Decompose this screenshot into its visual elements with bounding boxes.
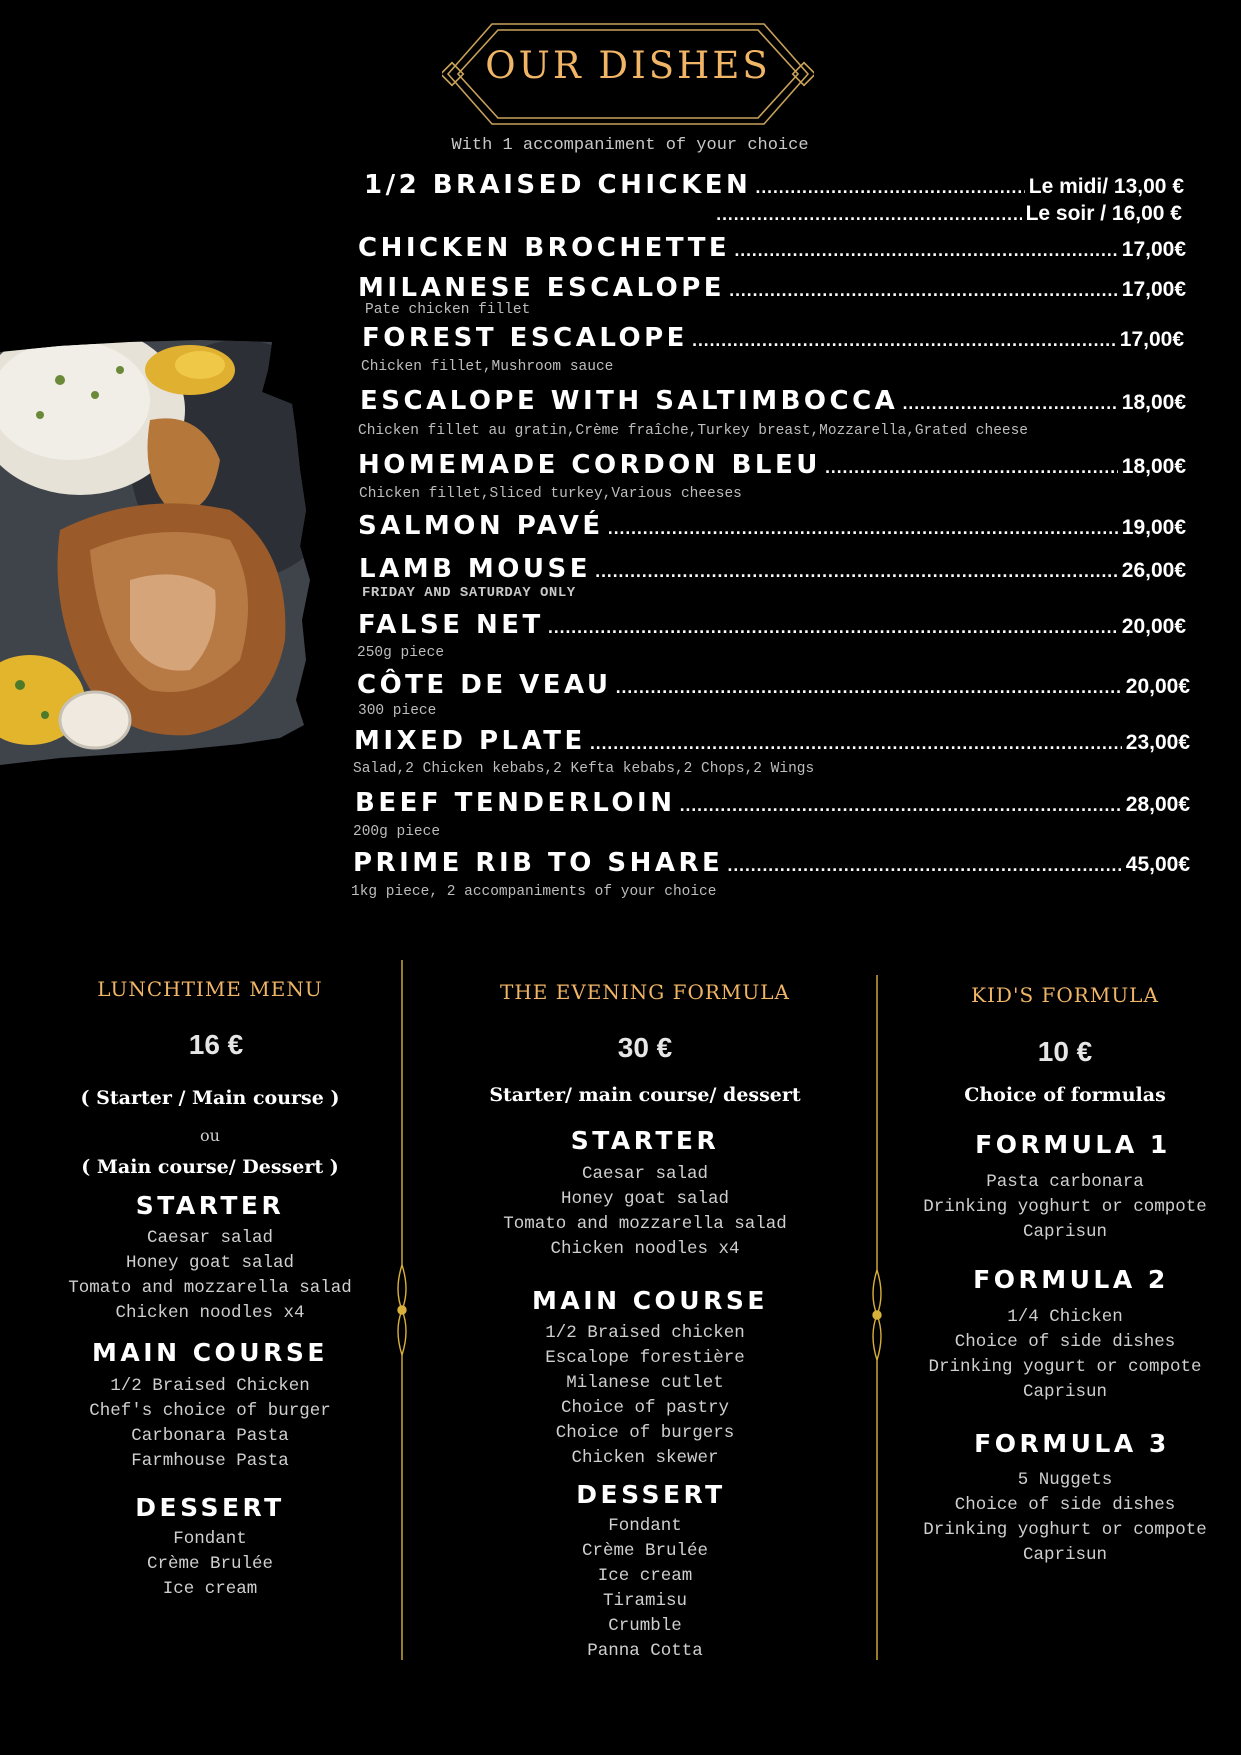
- dish-name: FALSE NET: [358, 610, 544, 640]
- dish-description: Salad,2 Chicken kebabs,2 Kefta kebabs,2 Chops,2 Wings: [353, 761, 815, 777]
- list-item: Honey goat salad: [560, 1189, 730, 1209]
- dish-price: 28,00€: [1125, 793, 1190, 816]
- dish-cote-de-veau: [357, 670, 1190, 700]
- dot-leader: [608, 522, 1118, 538]
- dish-braised-chicken: [364, 170, 1184, 200]
- dish-price: 17,00€: [1119, 328, 1184, 351]
- kids-formula-title: KID'S FORMULA: [971, 983, 1159, 1007]
- list-item: Choice of side dishes: [954, 1495, 1176, 1515]
- dish-price: 17,00€: [1121, 238, 1186, 261]
- dish-price: 23,00€: [1125, 731, 1190, 754]
- dish-escalope-saltimbocca: [360, 386, 1186, 416]
- dish-name: MIXED PLATE: [354, 726, 586, 756]
- dish-milanese-escalope: [358, 273, 1186, 303]
- list-item: 1/4 Chicken: [1007, 1307, 1123, 1327]
- kids-formula-1-list: [900, 1170, 1230, 1245]
- list-item: Crème Brulée: [581, 1541, 709, 1561]
- evening-main-heading: MAIN COURSE: [532, 1286, 768, 1315]
- list-item: Caesar salad: [581, 1164, 709, 1184]
- dish-lamb-mouse: [359, 554, 1186, 584]
- list-item: Tiramisu: [602, 1591, 687, 1611]
- lunch-menu-column: [40, 960, 380, 1640]
- dish-name: PRIME RIB TO SHARE: [353, 848, 724, 878]
- list-item: Farmhouse Pasta: [131, 1451, 289, 1471]
- page-title: OUR DISHES: [485, 44, 771, 87]
- dot-leader: [734, 244, 1118, 260]
- lunch-or-text: ou: [200, 1126, 220, 1145]
- evening-formula-column: [460, 960, 830, 1660]
- column-divider-ornament: [392, 960, 412, 1660]
- dish-description: 200g piece: [353, 824, 441, 840]
- list-item: Drinking yoghurt or compote: [923, 1520, 1207, 1540]
- kids-formula-2-list: [900, 1305, 1230, 1405]
- list-item: 1/2 Braised Chicken: [110, 1376, 310, 1396]
- list-item: Caprisun: [1022, 1382, 1107, 1402]
- evening-dessert-list: [460, 1514, 830, 1664]
- kids-formula-3-heading: FORMULA 3: [974, 1429, 1170, 1458]
- list-item: Caprisun: [1022, 1545, 1107, 1565]
- lunch-starter-list: [40, 1226, 380, 1326]
- lunch-menu-price: 16 €: [188, 1029, 244, 1060]
- dish-price: 17,00€: [1121, 278, 1186, 301]
- dish-description: FRIDAY AND SATURDAY ONLY: [362, 585, 576, 601]
- dot-leader: [590, 737, 1122, 753]
- lunch-option-1: ( Starter / Main course ): [80, 1087, 340, 1109]
- list-item: Caesar salad: [146, 1228, 274, 1248]
- list-item: Choice of pastry: [560, 1398, 730, 1418]
- list-item: Caprisun: [1022, 1222, 1107, 1242]
- dish-description: 300 piece: [358, 703, 437, 719]
- dish-name: CHICKEN BROCHETTE: [358, 233, 731, 263]
- dish-name: HOMEMADE CORDON BLEU: [358, 450, 821, 480]
- dish-price: 18,00€: [1121, 391, 1186, 414]
- evening-starter-list: [460, 1162, 830, 1262]
- list-item: Milanese cutlet: [566, 1373, 724, 1393]
- dish-name: BEEF TENDERLOIN: [355, 788, 676, 818]
- dish-price: 20,00€: [1125, 675, 1190, 698]
- list-item: Fondant: [173, 1529, 247, 1549]
- dish-name: CÔTE DE VEAU: [357, 670, 612, 700]
- dish-price-lunch: Le midi/ 13,00 €: [1028, 175, 1184, 198]
- list-item: Chicken noodles x4: [115, 1303, 305, 1323]
- list-item: Chicken noodles x4: [550, 1239, 740, 1259]
- lunch-option-2: ( Main course/ Dessert ): [81, 1156, 339, 1178]
- dish-description: Chicken fillet au gratin,Crème fraîche,Turkey breast,Mozzarella,Grated cheese: [358, 423, 1029, 439]
- list-item: Escalope forestière: [545, 1348, 745, 1368]
- dot-leader: [615, 681, 1121, 697]
- dot-leader: [727, 859, 1121, 875]
- kids-formula-price: 10 €: [1037, 1036, 1093, 1067]
- dish-price: 26,00€: [1121, 559, 1186, 582]
- list-item: Crumble: [608, 1616, 682, 1636]
- list-item: Carbonara Pasta: [131, 1426, 289, 1446]
- list-item: Tomato and mozzarella salad: [503, 1214, 787, 1234]
- dish-mixed-plate: [354, 726, 1190, 756]
- list-item: Choice of burgers: [555, 1423, 735, 1443]
- dot-leader: [729, 284, 1118, 300]
- list-item: Ice cream: [162, 1579, 258, 1599]
- dish-description: 1kg piece, 2 accompaniments of your choice: [351, 884, 717, 900]
- dish-braised-chicken-evening: [716, 202, 1182, 226]
- lunch-main-list: [40, 1374, 380, 1474]
- evening-formula-title: THE EVENING FORMULA: [499, 980, 790, 1004]
- dish-price: 20,00€: [1121, 615, 1186, 638]
- dish-description: Pate chicken fillet: [365, 302, 531, 318]
- evening-formula-note: Starter/ main course/ dessert: [489, 1084, 801, 1106]
- dot-leader: [548, 621, 1118, 637]
- dot-leader: [692, 334, 1116, 350]
- lunch-menu-title: LUNCHTIME MENU: [97, 977, 323, 1001]
- list-item: Drinking yoghurt or compote: [923, 1197, 1207, 1217]
- evening-starter-heading: STARTER: [570, 1126, 720, 1155]
- dot-leader: [902, 397, 1117, 413]
- dish-chicken-brochette: [358, 233, 1186, 263]
- list-item: Honey goat salad: [125, 1253, 295, 1273]
- column-divider-ornament: [867, 960, 887, 1660]
- dish-name: ESCALOPE WITH SALTIMBOCCA: [360, 386, 899, 416]
- dish-name: LAMB MOUSE: [359, 554, 592, 584]
- lunch-main-heading: MAIN COURSE: [92, 1338, 328, 1367]
- dot-leader: [755, 181, 1025, 197]
- dish-name: MILANESE ESCALOPE: [358, 273, 726, 303]
- list-item: Chef's choice of burger: [89, 1401, 331, 1421]
- lunch-dessert-list: [40, 1527, 380, 1602]
- kids-formula-column: [900, 960, 1230, 1565]
- list-item: Fondant: [608, 1516, 682, 1536]
- evening-dessert-heading: DESSERT: [576, 1480, 726, 1509]
- kids-formula-1-heading: FORMULA 1: [975, 1130, 1171, 1159]
- list-item: Drinking yogurt or compote: [928, 1357, 1202, 1377]
- list-item: Choice of side dishes: [954, 1332, 1176, 1352]
- list-item: 1/2 Braised chicken: [545, 1323, 745, 1343]
- dish-false-net: [358, 610, 1186, 640]
- dish-salmon-pave: [358, 511, 1186, 541]
- evening-formula-price: 30 €: [617, 1032, 673, 1063]
- list-item: Chicken skewer: [571, 1448, 719, 1468]
- dish-name: 1/2 BRAISED CHICKEN: [364, 170, 752, 200]
- dish-name: FOREST ESCALOPE: [362, 323, 688, 353]
- dish-description: Chicken fillet,Sliced turkey,Various cheeses: [359, 486, 742, 502]
- kids-formula-note: Choice of formulas: [964, 1084, 1166, 1106]
- dish-price-evening: Le soir / 16,00 €: [1025, 202, 1182, 225]
- list-item: Ice cream: [597, 1566, 693, 1586]
- lunch-starter-heading: STARTER: [135, 1191, 285, 1220]
- list-item: Tomato and mozzarella salad: [68, 1278, 352, 1298]
- dot-leader: [825, 461, 1118, 477]
- list-item: Pasta carbonara: [986, 1172, 1144, 1192]
- dot-leader: [716, 208, 1022, 224]
- dish-cordon-bleu: [358, 450, 1186, 480]
- list-item: 5 Nuggets: [1017, 1470, 1113, 1490]
- dish-prime-rib: [353, 848, 1190, 878]
- dish-beef-tenderloin: [355, 788, 1190, 818]
- list-item: Panna Cotta: [587, 1641, 703, 1661]
- dot-leader: [595, 565, 1118, 581]
- dish-name: SALMON PAVÉ: [358, 511, 604, 541]
- list-item: Crème Brulée: [146, 1554, 274, 1574]
- dish-price: 19,00€: [1121, 516, 1186, 539]
- dot-leader: [679, 799, 1121, 815]
- lunch-dessert-heading: DESSERT: [135, 1493, 285, 1522]
- dish-price: 18,00€: [1121, 455, 1186, 478]
- page-subtitle: With 1 accompaniment of your choice: [451, 136, 809, 155]
- food-photo: [0, 340, 312, 765]
- evening-main-list: [460, 1321, 830, 1471]
- kids-formula-2-heading: FORMULA 2: [973, 1265, 1169, 1294]
- dish-forest-escalope: [362, 323, 1184, 353]
- dish-price: 45,00€: [1125, 853, 1190, 876]
- dish-description: 250g piece: [357, 645, 445, 661]
- kids-formula-3-list: [900, 1468, 1230, 1568]
- dish-description: Chicken fillet,Mushroom sauce: [361, 359, 614, 375]
